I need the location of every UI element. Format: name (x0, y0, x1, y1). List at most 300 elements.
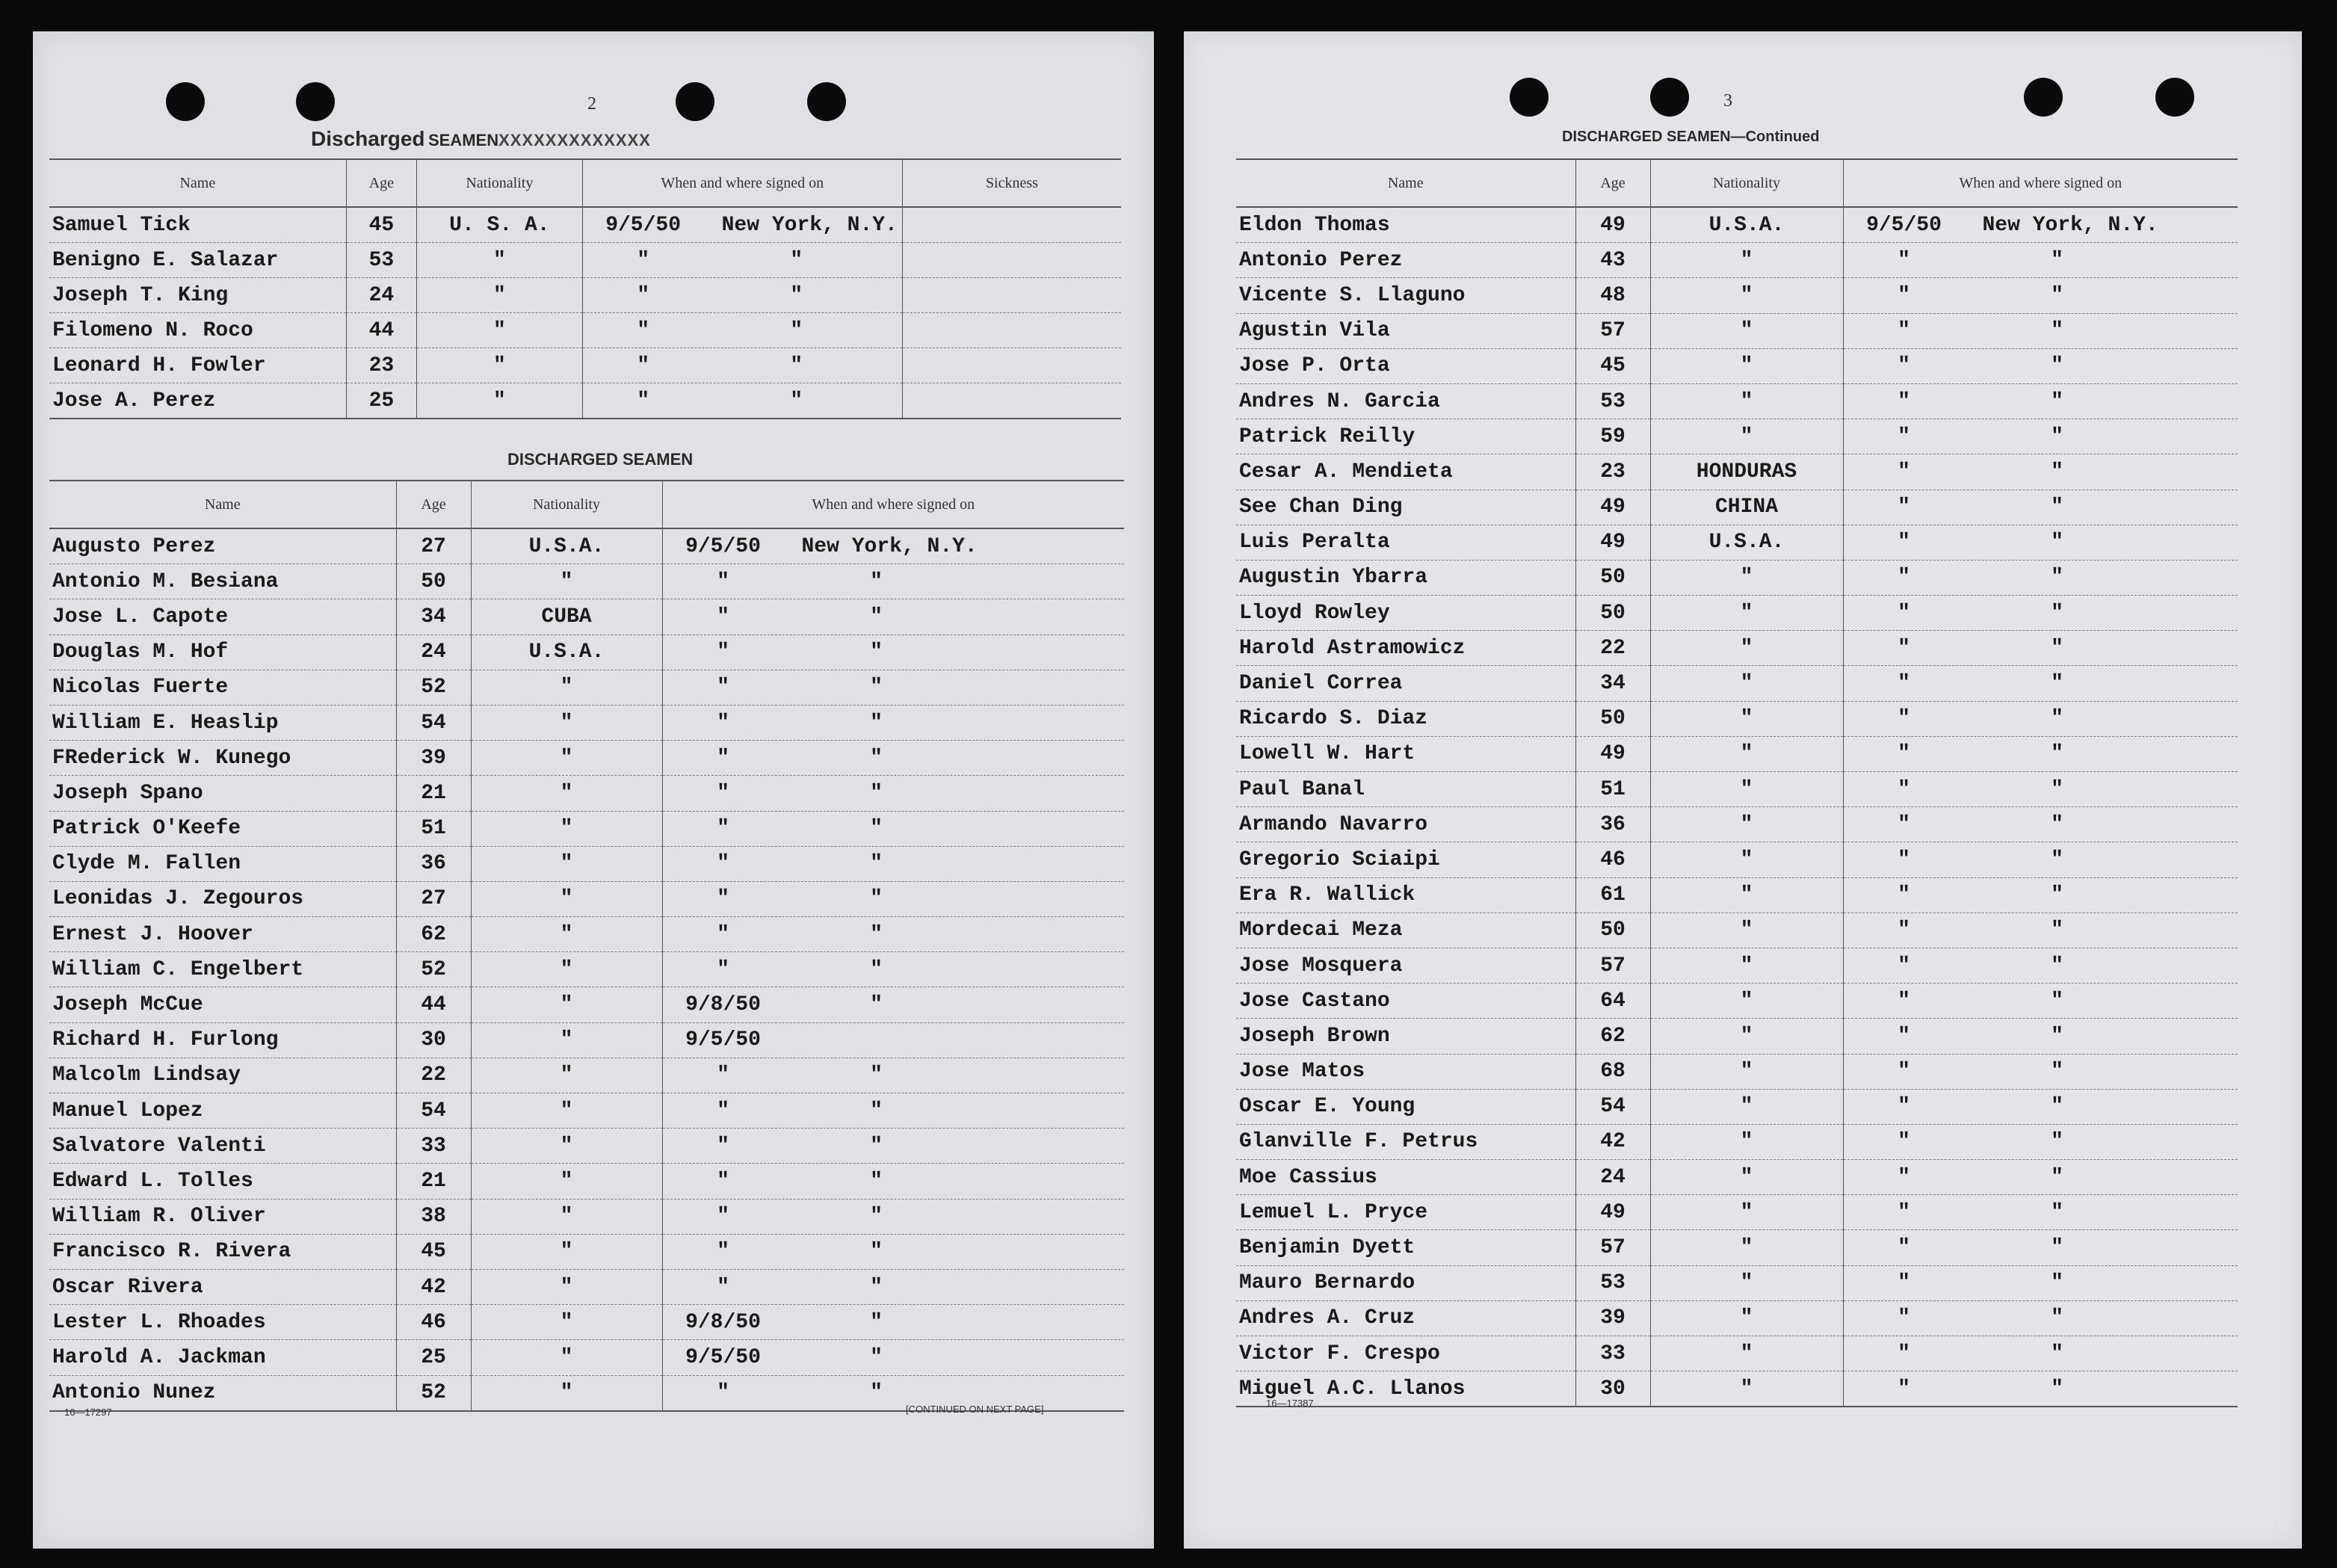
seaman-nationality: " (471, 1340, 662, 1375)
seaman-name: See Chan Ding (1236, 490, 1575, 525)
signed-on (662, 1164, 1124, 1199)
signed-on (662, 528, 1124, 564)
table-row (1236, 1089, 2238, 1124)
table-row (49, 705, 1124, 740)
seaman-name: Agustin Vila (1236, 313, 1575, 348)
signed-on (662, 846, 1124, 881)
seaman-name: Miguel A.C. Llanos (1236, 1371, 1575, 1407)
seaman-age: 50 (1575, 560, 1650, 595)
table-row (49, 1058, 1124, 1093)
signed-on (1843, 1019, 2238, 1054)
seaman-age: 53 (346, 243, 416, 278)
signed-on-date: " (717, 817, 729, 841)
signed-on-date: 9/5/50 (685, 1028, 761, 1052)
signed-on (1843, 772, 2238, 807)
seaman-name: Joseph McCue (49, 987, 396, 1022)
signed-on-place: " (790, 283, 803, 307)
seaman-nationality: " (1650, 1019, 1843, 1054)
signed-on-date: " (1898, 919, 1910, 942)
signed-on-place: " (2051, 1271, 2063, 1295)
seaman-nationality: " (1650, 1371, 1843, 1407)
column-header: Age (396, 481, 471, 528)
signed-on-place: " (2051, 1377, 2063, 1401)
seaman-name: Patrick Reilly (1236, 419, 1575, 454)
column-header: When and where signed on (662, 481, 1124, 528)
seaman-age: 49 (1575, 525, 1650, 560)
signed-on-place: " (2051, 742, 2063, 766)
signed-on-place: " (870, 676, 883, 700)
seaman-name: Douglas M. Hof (49, 635, 396, 670)
seaman-name: Lloyd Rowley (1236, 596, 1575, 631)
signed-on (662, 1269, 1124, 1304)
signed-on-place: " (870, 605, 883, 629)
seaman-nationality: " (471, 1093, 662, 1129)
seaman-nationality: " (1650, 701, 1843, 736)
seaman-nationality: " (1650, 1160, 1843, 1195)
signed-on (662, 1058, 1124, 1093)
signed-on-place: " (790, 248, 803, 272)
seaman-age: 42 (1575, 1124, 1650, 1159)
table-row (1236, 1265, 2238, 1300)
signed-on-date: " (1898, 848, 1910, 871)
seaman-age: 49 (1575, 490, 1650, 525)
punch-hole (2155, 78, 2194, 117)
seaman-name: Lester L. Rhoades (49, 1305, 396, 1340)
table-row (1236, 1230, 2238, 1265)
signed-on (662, 599, 1124, 635)
signed-on-place: " (870, 817, 883, 841)
signed-on (1843, 1336, 2238, 1371)
page-number: 3 (1723, 91, 1732, 111)
signed-on-place: " (870, 993, 883, 1017)
sickness-cell (902, 348, 1121, 383)
table-row (1236, 701, 2238, 736)
sickness-cell (902, 313, 1121, 348)
table-row (1236, 842, 2238, 877)
seaman-nationality: U.S.A. (471, 528, 662, 564)
seaman-age: 45 (1575, 348, 1650, 383)
signed-on (1843, 278, 2238, 313)
seaman-age: 62 (1575, 1019, 1650, 1054)
seaman-nationality: " (1650, 419, 1843, 454)
signed-on (662, 1234, 1124, 1269)
table-row (1236, 666, 2238, 701)
signed-on-date: " (717, 1169, 729, 1193)
discharged-seamen-table (49, 480, 1124, 1412)
signed-on-place: " (870, 641, 883, 664)
signed-on-date: " (1898, 566, 1910, 590)
seaman-age: 57 (1575, 948, 1650, 983)
seaman-name: William C. Engelbert (49, 952, 396, 987)
signed-on-date: 9/5/50 (1866, 213, 1942, 237)
seaman-nationality: " (471, 1305, 662, 1340)
column-header: Name (49, 481, 396, 528)
seaman-name: Mordecai Meza (1236, 913, 1575, 948)
seaman-nationality: " (1650, 948, 1843, 983)
signed-on-place: New York, N.Y. (1982, 213, 2158, 237)
signed-on-place: " (870, 1064, 883, 1087)
seaman-name: Lowell W. Hart (1236, 736, 1575, 771)
signed-on (662, 1305, 1124, 1340)
signed-on-place: " (2051, 566, 2063, 590)
seaman-nationality: " (1650, 877, 1843, 913)
signed-on (1843, 454, 2238, 490)
seaman-name: Leonidas J. Zegouros (49, 881, 396, 916)
signed-on (1843, 560, 2238, 595)
signed-on-date: " (717, 711, 729, 735)
signed-on-date: " (1898, 883, 1910, 907)
seaman-nationality: " (1650, 984, 1843, 1019)
signed-on (1843, 490, 2238, 525)
seaman-nationality: " (417, 278, 583, 313)
table-row (1236, 1195, 2238, 1230)
signed-on-date: " (1898, 1342, 1910, 1365)
table-row (49, 528, 1124, 564)
seaman-nationality: " (417, 383, 583, 419)
signed-on (662, 1022, 1124, 1058)
signed-on (1843, 1089, 2238, 1124)
signed-on-date: " (1898, 777, 1910, 801)
signed-on-place: " (870, 1205, 883, 1229)
signed-on-date: " (717, 957, 729, 981)
signed-on (662, 1129, 1124, 1164)
signed-on-date: 9/8/50 (685, 1310, 761, 1334)
seaman-nationality: " (1650, 243, 1843, 278)
signed-on-date: " (717, 1381, 729, 1405)
seaman-age: 25 (346, 383, 416, 419)
seaman-name: Patrick O'Keefe (49, 811, 396, 846)
signed-on-date: 9/5/50 (685, 534, 761, 558)
signed-on (1843, 207, 2238, 243)
seaman-nationality: HONDURAS (1650, 454, 1843, 490)
seaman-name: Filomeno N. Roco (49, 313, 346, 348)
table-row (1236, 383, 2238, 419)
seaman-age: 54 (396, 705, 471, 740)
seaman-age: 24 (1575, 1160, 1650, 1195)
signed-on-place: " (870, 887, 883, 911)
signed-on-place: " (2051, 1095, 2063, 1119)
table-row (49, 1199, 1124, 1234)
signed-on (1843, 1160, 2238, 1195)
seaman-nationality: " (1650, 1300, 1843, 1336)
seaman-age: 45 (396, 1234, 471, 1269)
seaman-age: 33 (1575, 1336, 1650, 1371)
signed-on-date: " (717, 570, 729, 593)
signed-on-date: " (1898, 1200, 1910, 1224)
signed-on-place: " (870, 746, 883, 770)
table-row (1236, 736, 2238, 771)
seaman-name: Joseph Spano (49, 776, 396, 811)
seaman-age: 62 (396, 917, 471, 952)
seaman-age: 52 (396, 670, 471, 705)
table-row (49, 952, 1124, 987)
signed-on-date: " (1898, 1130, 1910, 1154)
signed-on-place: " (2051, 319, 2063, 343)
signed-on-date: " (637, 389, 650, 413)
seaman-nationality: " (1650, 313, 1843, 348)
signed-on (1843, 1265, 2238, 1300)
seaman-name: Lemuel L. Pryce (1236, 1195, 1575, 1230)
signed-on-date: " (717, 781, 729, 805)
heading-main: SEAMEN (427, 131, 499, 149)
signed-on (662, 1375, 1124, 1411)
signed-on-date: " (637, 354, 650, 377)
seaman-age: 51 (1575, 772, 1650, 807)
table-row (1236, 1054, 2238, 1089)
punch-hole (166, 82, 205, 121)
signed-on-place: New York, N.Y. (801, 534, 978, 558)
punch-hole (676, 82, 714, 121)
seaman-name: Ricardo S. Diaz (1236, 701, 1575, 736)
column-header: Name (49, 159, 346, 207)
signed-on-date: " (1898, 601, 1910, 625)
seaman-age: 36 (396, 846, 471, 881)
signed-on-place: " (2051, 1060, 2063, 1084)
seaman-nationality: " (417, 313, 583, 348)
seaman-nationality: " (417, 243, 583, 278)
seaman-age: 34 (396, 599, 471, 635)
seaman-age: 36 (1575, 807, 1650, 842)
table-row (1236, 560, 2238, 595)
signed-on (1843, 1054, 2238, 1089)
heading-struck: XXXXXXXXXXXXX (498, 131, 651, 149)
seaman-age: 49 (1575, 207, 1650, 243)
seaman-nationality: " (1650, 560, 1843, 595)
seaman-age: 44 (346, 313, 416, 348)
signed-on (1843, 666, 2238, 701)
signed-on (662, 987, 1124, 1022)
punch-hole (1510, 78, 1549, 117)
seaman-nationality: " (471, 776, 662, 811)
signed-on-date: " (1898, 496, 1910, 519)
seaman-age: 57 (1575, 1230, 1650, 1265)
signed-on (1843, 313, 2238, 348)
seaman-age: 22 (396, 1058, 471, 1093)
seaman-nationality: " (1650, 807, 1843, 842)
signed-on-place: " (2051, 919, 2063, 942)
signed-on-place: New York, N.Y. (721, 213, 898, 237)
signed-on-date: " (717, 746, 729, 770)
signed-on (1843, 348, 2238, 383)
signed-on (582, 383, 902, 419)
seaman-nationality: " (1650, 348, 1843, 383)
signed-on (1843, 948, 2238, 983)
seaman-name: Jose Castano (1236, 984, 1575, 1019)
column-header: When and where signed on (1843, 159, 2238, 207)
seaman-age: 61 (1575, 877, 1650, 913)
seaman-name: Oscar E. Young (1236, 1089, 1575, 1124)
signed-on-place: " (870, 1310, 883, 1334)
signed-on-place: " (2051, 672, 2063, 696)
signed-on-place: " (2051, 496, 2063, 519)
signed-on (662, 881, 1124, 916)
signed-on-place: " (2051, 354, 2063, 378)
signed-on (1843, 525, 2238, 560)
signed-on-place: " (2051, 848, 2063, 871)
signed-on-date: " (1898, 954, 1910, 978)
seaman-age: 49 (1575, 736, 1650, 771)
seaman-nationality: CHINA (1650, 490, 1843, 525)
seaman-nationality: " (471, 1234, 662, 1269)
seaman-name: Antonio Perez (1236, 243, 1575, 278)
signed-on-place: " (2051, 1024, 2063, 1048)
seaman-name: Francisco R. Rivera (49, 1234, 396, 1269)
seaman-nationality: " (1650, 842, 1843, 877)
seaman-name: Augusto Perez (49, 528, 396, 564)
sickness-cell (902, 383, 1121, 419)
discharged-seamen-continued-table (1236, 158, 2238, 1407)
seaman-name: Antonio M. Besiana (49, 564, 396, 599)
signed-on-date: " (1898, 1306, 1910, 1330)
signed-on (1843, 243, 2238, 278)
table-row (49, 635, 1124, 670)
seaman-nationality: " (1650, 772, 1843, 807)
seaman-nationality: " (471, 1375, 662, 1411)
seaman-age: 21 (396, 1164, 471, 1199)
signed-on-place: " (870, 1169, 883, 1193)
table-row (1236, 1371, 2238, 1407)
seaman-age: 23 (346, 348, 416, 383)
top-seamen-table (49, 158, 1121, 419)
seaman-nationality: " (1650, 1195, 1843, 1230)
seaman-name: Cesar A. Mendieta (1236, 454, 1575, 490)
signed-on-date: " (717, 1275, 729, 1299)
signed-on-date: " (717, 1240, 729, 1264)
seaman-nationality: " (471, 1058, 662, 1093)
signed-on-place: " (2051, 1236, 2063, 1260)
signed-on-place: " (2051, 460, 2063, 484)
signed-on-place: " (2051, 248, 2063, 272)
seaman-age: 50 (1575, 701, 1650, 736)
seaman-name: FRederick W. Kunego (49, 741, 396, 776)
signed-on-place: " (870, 570, 883, 593)
page-number: 2 (587, 94, 596, 114)
seaman-name: Joseph T. King (49, 278, 346, 313)
seaman-name: William E. Heaslip (49, 705, 396, 740)
signed-on-place: " (2051, 601, 2063, 625)
left-page (33, 31, 1154, 1549)
signed-on (662, 635, 1124, 670)
signed-on-place: " (2051, 425, 2063, 448)
signed-on (662, 1340, 1124, 1375)
table-row (49, 670, 1124, 705)
table-row (1236, 807, 2238, 842)
signed-on (662, 670, 1124, 705)
top-heading (311, 127, 651, 151)
column-header: Nationality (417, 159, 583, 207)
seaman-name: Mauro Bernardo (1236, 1265, 1575, 1300)
seaman-age: 46 (396, 1305, 471, 1340)
seaman-nationality: U.S.A. (1650, 207, 1843, 243)
seaman-name: Eldon Thomas (1236, 207, 1575, 243)
signed-on-date: " (1898, 1165, 1910, 1189)
table-row (49, 1234, 1124, 1269)
signed-on-date: " (1898, 248, 1910, 272)
seaman-age: 23 (1575, 454, 1650, 490)
seaman-nationality: " (471, 811, 662, 846)
seaman-name: Glanville F. Petrus (1236, 1124, 1575, 1159)
seaman-name: Harold Astramowicz (1236, 631, 1575, 666)
seaman-age: 38 (396, 1199, 471, 1234)
table-row (49, 846, 1124, 881)
signed-on (582, 313, 902, 348)
signed-on-date: " (1898, 531, 1910, 555)
signed-on-place: " (2051, 1342, 2063, 1365)
signed-on-place: " (790, 354, 803, 377)
table-row (1236, 1300, 2238, 1336)
table-row (49, 599, 1124, 635)
seaman-name: Victor F. Crespo (1236, 1336, 1575, 1371)
table-row (1236, 1160, 2238, 1195)
section-heading: DISCHARGED SEAMEN—Continued (1562, 129, 1820, 145)
seaman-nationality: U.S.A. (1650, 525, 1843, 560)
seaman-name: Jose A. Perez (49, 383, 346, 419)
signed-on (582, 348, 902, 383)
seaman-nationality: " (1650, 1265, 1843, 1300)
signed-on-date: " (1898, 460, 1910, 484)
signed-on (1843, 1230, 2238, 1265)
seaman-name: Edward L. Tolles (49, 1164, 396, 1199)
table-row (49, 1129, 1124, 1164)
seaman-age: 59 (1575, 419, 1650, 454)
signed-on-date: " (1898, 636, 1910, 660)
table-row (49, 1164, 1124, 1199)
table-row (1236, 913, 2238, 948)
seaman-nationality: " (471, 741, 662, 776)
seaman-age: 52 (396, 952, 471, 987)
signed-on-place: " (870, 1345, 883, 1369)
table-row (1236, 877, 2238, 913)
seaman-age: 39 (1575, 1300, 1650, 1336)
signed-on (1843, 913, 2238, 948)
signed-on (1843, 1195, 2238, 1230)
table-row (1236, 207, 2238, 243)
seaman-age: 52 (396, 1375, 471, 1411)
seaman-age: 49 (1575, 1195, 1650, 1230)
signed-on-date: " (1898, 354, 1910, 378)
seaman-age: 53 (1575, 383, 1650, 419)
signed-on (1843, 383, 2238, 419)
signed-on-place: " (2051, 1165, 2063, 1189)
signed-on (1843, 877, 2238, 913)
seaman-age: 50 (396, 564, 471, 599)
punch-hole (1650, 78, 1689, 117)
seaman-name: Manuel Lopez (49, 1093, 396, 1129)
signed-on (1843, 1124, 2238, 1159)
table-row (1236, 984, 2238, 1019)
signed-on (1843, 984, 2238, 1019)
seaman-nationality: " (417, 348, 583, 383)
table-row (1236, 596, 2238, 631)
signed-on-date: " (717, 922, 729, 946)
signed-on (662, 776, 1124, 811)
signed-on-date: " (1898, 1060, 1910, 1084)
signed-on-date: " (1898, 1095, 1910, 1119)
seaman-nationality: " (1650, 913, 1843, 948)
seaman-age: 50 (1575, 913, 1650, 948)
seaman-nationality: " (1650, 383, 1843, 419)
seaman-age: 25 (396, 1340, 471, 1375)
right-page (1184, 31, 2302, 1549)
signed-on-date: " (1898, 1024, 1910, 1048)
seaman-name: Luis Peralta (1236, 525, 1575, 560)
seaman-nationality: " (471, 1269, 662, 1304)
table-row (49, 313, 1121, 348)
seaman-age: 30 (1575, 1371, 1650, 1407)
seaman-age: 46 (1575, 842, 1650, 877)
signed-on-place: " (2051, 389, 2063, 413)
seaman-name: Samuel Tick (49, 207, 346, 243)
